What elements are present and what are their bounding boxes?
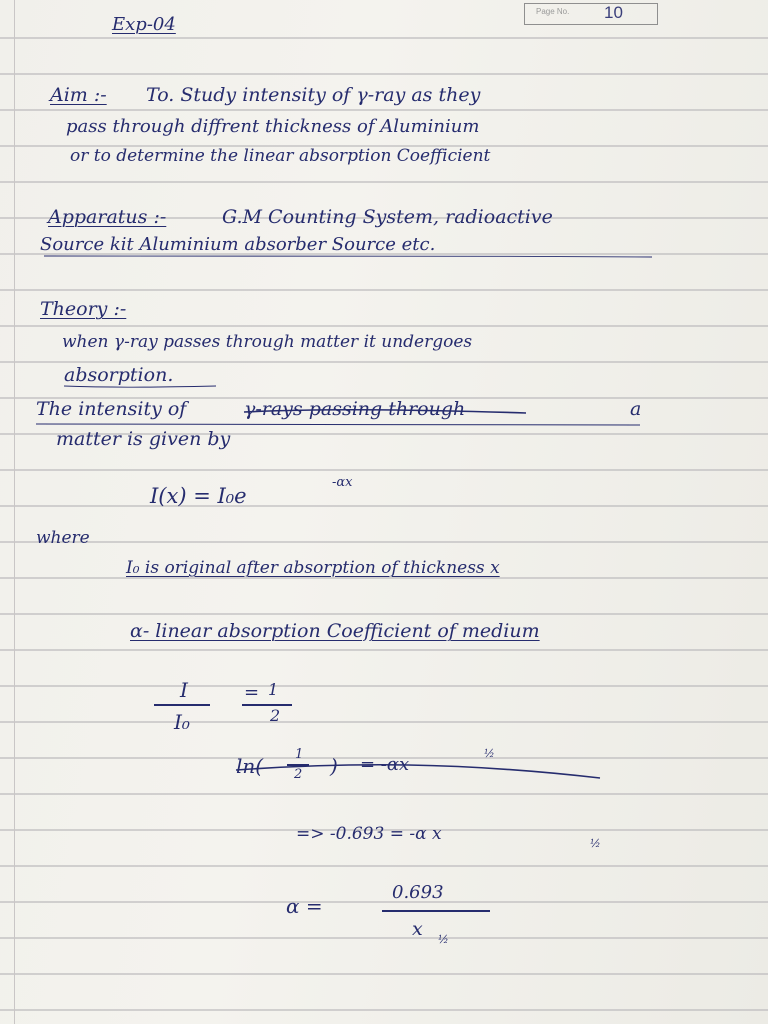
aim-line-2: pass through diffrent thickness of Aluminium [66, 116, 480, 137]
theory-label: Theory :- [40, 298, 127, 320]
apparatus-line-2: Source kit Aluminium absorber Source etc. [40, 234, 436, 255]
strikethrough-gamma-rays-passing [244, 410, 526, 413]
ratio-numerator: I [180, 678, 188, 702]
intensity-equation: I(x) = I₀e [150, 484, 247, 508]
result-numerator: 0.693 [392, 882, 444, 903]
ln-rhs-subscript: ½ [484, 747, 495, 760]
theory-line-3a: The intensity of [36, 398, 187, 420]
aim-line-3: or to determine the linear absorption Coefficient [70, 146, 491, 166]
theory-line-1: when γ-ray passes through matter it undergoes [62, 332, 473, 352]
underline-absorption [64, 386, 216, 387]
page-number-label: Page No. [536, 7, 570, 16]
aim-label: Aim :- [50, 84, 107, 106]
result-denominator: x [412, 918, 423, 940]
step-2: => -0.693 = -α x [296, 824, 442, 844]
ln-prefix: ln( [236, 754, 264, 778]
half-denominator: 2 [270, 706, 281, 725]
apparatus-label: Apparatus :- [48, 206, 167, 228]
theory-line-3c: a [630, 398, 642, 420]
ln-numerator: 1 [295, 747, 304, 762]
ratio-equals: = [244, 682, 260, 703]
underline-apparatus-line [44, 256, 652, 257]
experiment-title: Exp-04 [112, 14, 176, 35]
step-2-subscript: ½ [590, 837, 601, 850]
intensity-equation-exponent: -αx [332, 475, 353, 490]
strikethrough-ln-line [236, 765, 600, 778]
aim-line-1: To. Study intensity of γ-ray as they [146, 84, 481, 106]
page-number: 10 [604, 3, 623, 22]
ratio-denominator: I₀ [174, 710, 190, 734]
definition-alpha: α- linear absorption Coefficient of medium [130, 620, 540, 642]
ln-rhs: = -αx [360, 754, 410, 775]
theory-line-3b: γ-rays passing through [244, 398, 466, 420]
result-denominator-subscript: ½ [438, 933, 449, 946]
theory-line-4: matter is given by [56, 428, 231, 450]
underline-intensity-line [36, 424, 640, 425]
half-numerator: 1 [268, 680, 279, 699]
ln-denominator: 2 [294, 767, 303, 782]
ln-suffix: ) [330, 754, 338, 778]
definition-i0: I₀ is original after absorption of thickness x [126, 558, 500, 578]
theory-line-2: absorption. [64, 364, 174, 386]
result-lhs: α = [286, 894, 323, 918]
apparatus-line-1: G.M Counting System, radioactive [222, 206, 553, 228]
where-label: where [36, 528, 90, 548]
